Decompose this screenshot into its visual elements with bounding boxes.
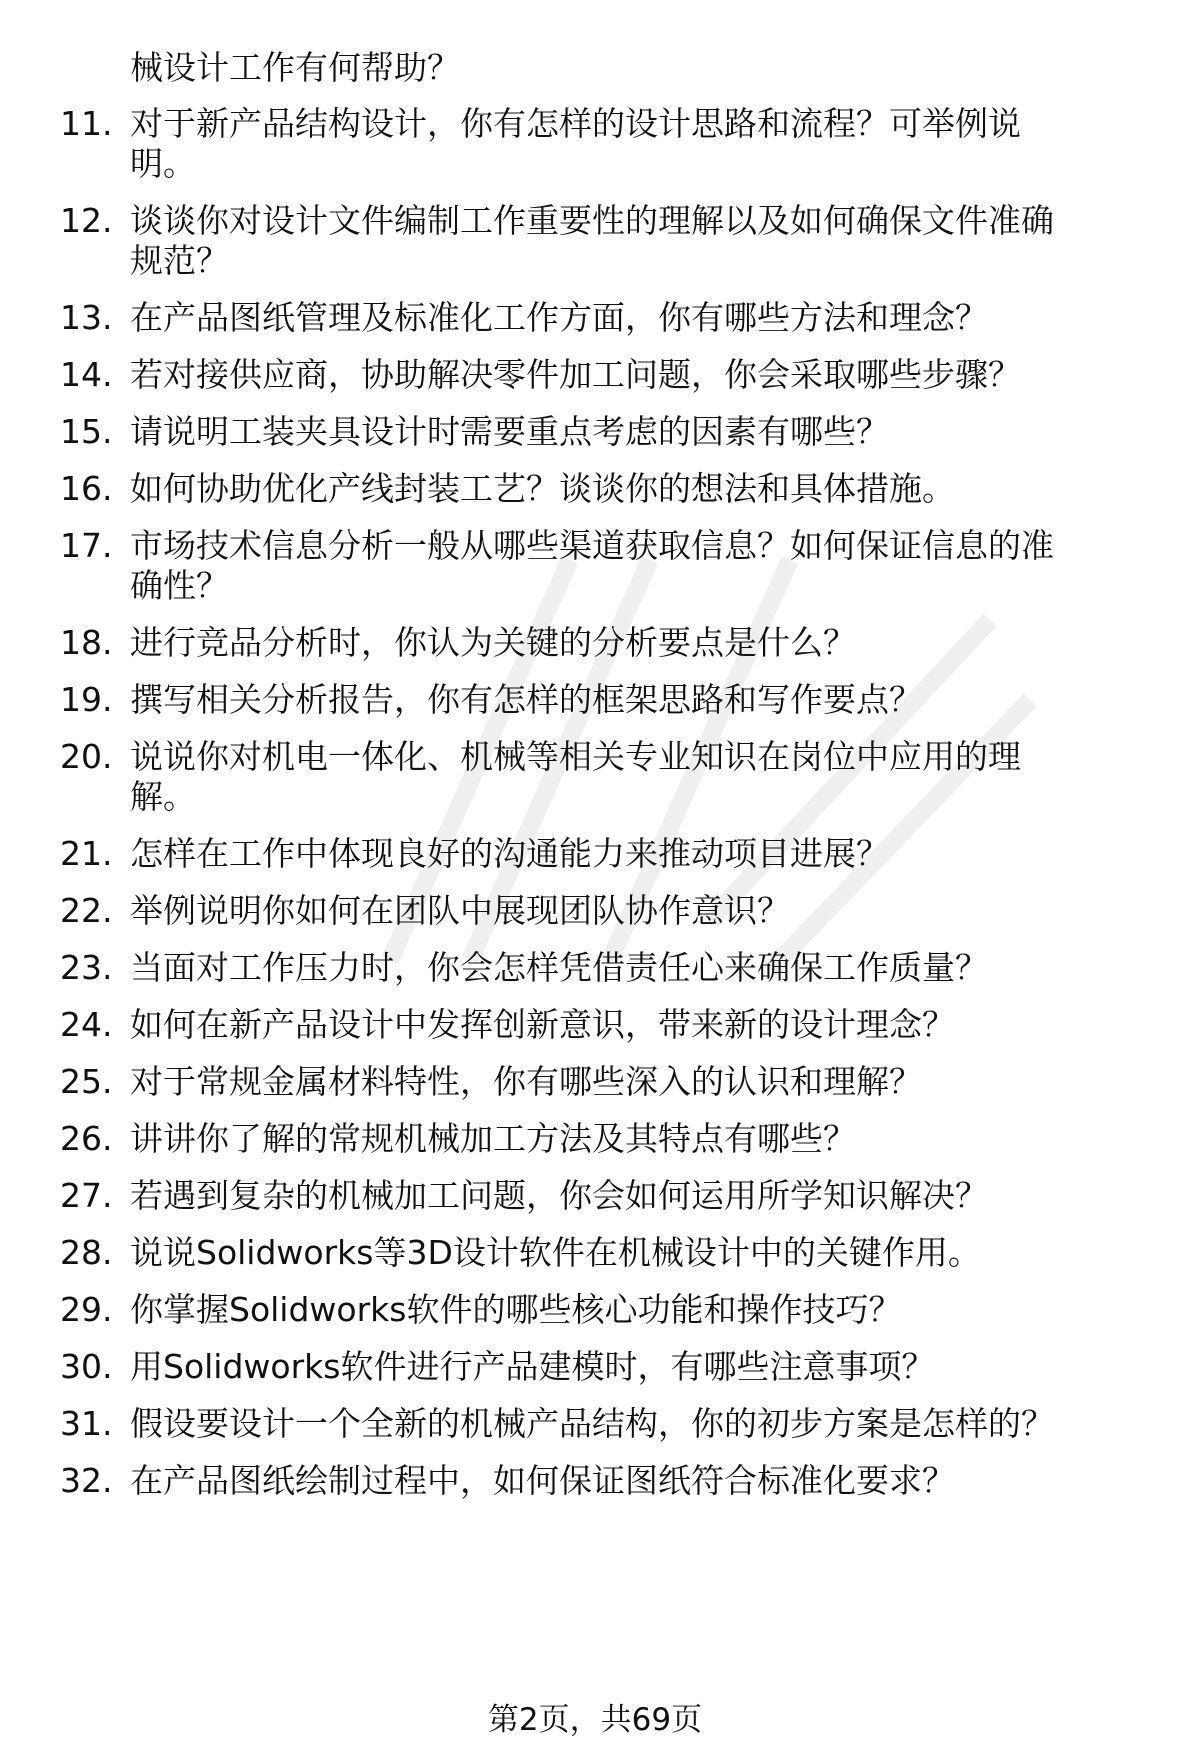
question-text-line: 用Solidworks软件进行产品建模时，有哪些注意事项？	[130, 1347, 935, 1386]
question-text	[130, 104, 1160, 184]
question-number: 26.	[60, 1119, 113, 1158]
question-number: 25.	[60, 1062, 113, 1101]
question-number: 22.	[60, 891, 113, 930]
question-text-line: 明。	[130, 144, 196, 183]
question-text-line: 说说你对机电一体化、机械等相关专业知识在岗位中应用的理	[130, 737, 1021, 776]
question-number: 28.	[60, 1233, 113, 1272]
question-number: 13.	[60, 298, 113, 337]
question-number: 11.	[60, 104, 113, 143]
question-number: 27.	[60, 1176, 113, 1215]
question-text-line: 在产品图纸管理及标准化工作方面，你有哪些方法和理念？	[130, 298, 988, 337]
question-number: 16.	[60, 469, 113, 508]
question-number: 19.	[60, 680, 113, 719]
question-number: 21.	[60, 834, 113, 873]
question-number: 20.	[60, 737, 113, 776]
question-number: 23.	[60, 948, 113, 987]
page-footer: 第2页，共69页	[487, 1702, 703, 1738]
question-text-line: 若对接供应商，协助解决零件加工问题，你会采取哪些步骤？	[130, 355, 1021, 394]
question-text-line: 请说明工装夹具设计时需要重点考虑的因素有哪些？	[130, 412, 889, 451]
question-number: 32.	[60, 1461, 113, 1500]
question-text	[130, 1461, 1160, 1501]
question-text-line: 谈谈你对设计文件编制工作重要性的理解以及如何确保文件准确	[130, 201, 1054, 240]
question-text	[130, 526, 1160, 606]
question-text	[130, 201, 1160, 281]
question-text-line: 对于新产品结构设计，你有怎样的设计思路和流程？可举例说	[130, 104, 1021, 143]
question-text	[130, 680, 1160, 720]
question-text-line: 市场技术信息分析一般从哪些渠道获取信息？如何保证信息的准	[130, 526, 1054, 565]
question-text-line: 若遇到复杂的机械加工问题，你会如何运用所学知识解决？	[130, 1176, 988, 1215]
question-text	[130, 737, 1160, 817]
question-text	[130, 834, 1160, 874]
question-text-line: 解。	[130, 777, 196, 816]
question-text-line: 对于常规金属材料特性，你有哪些深入的认识和理解？	[130, 1062, 922, 1101]
question-text	[130, 1404, 1160, 1444]
question-text-line: 怎样在工作中体现良好的沟通能力来推动项目进展？	[130, 834, 889, 873]
question-number: 18.	[60, 623, 113, 662]
question-number: 24.	[60, 1005, 113, 1044]
question-number: 15.	[60, 412, 113, 451]
question-text-line: 讲讲你了解的常规机械加工方法及其特点有哪些？	[130, 1119, 856, 1158]
question-number: 17.	[60, 526, 113, 565]
question-text	[130, 948, 1160, 988]
question-text-line: 你掌握Solidworks软件的哪些核心功能和操作技巧？	[130, 1290, 902, 1329]
question-text-line: 在产品图纸绘制过程中，如何保证图纸符合标准化要求？	[130, 1461, 955, 1500]
question-text	[130, 1005, 1160, 1045]
question-text-line: 假设要设计一个全新的机械产品结构，你的初步方案是怎样的？	[130, 1404, 1054, 1443]
question-text-line: 进行竞品分析时，你认为关键的分析要点是什么？	[130, 623, 856, 662]
question-number: 29.	[60, 1290, 113, 1329]
question-text	[130, 1062, 1160, 1102]
question-text	[130, 355, 1160, 395]
question-text	[130, 891, 1160, 931]
question-text-line: 撰写相关分析报告，你有怎样的框架思路和写作要点？	[130, 680, 922, 719]
question-text-line: 如何在新产品设计中发挥创新意识，带来新的设计理念？	[130, 1005, 955, 1044]
continued-question-text: 械设计工作有何帮助？	[130, 48, 460, 87]
question-text-line: 规范？	[130, 241, 229, 280]
question-text	[130, 298, 1160, 338]
question-number: 12.	[60, 201, 113, 240]
question-text-line: 确性？	[130, 566, 229, 605]
question-text-line: 当面对工作压力时，你会怎样凭借责任心来确保工作质量？	[130, 948, 988, 987]
question-text-line: 说说Solidworks等3D设计软件在机械设计中的关键作用。	[130, 1233, 981, 1272]
question-text	[130, 1347, 1160, 1387]
question-number: 31.	[60, 1404, 113, 1443]
question-text	[130, 412, 1160, 452]
question-text	[130, 623, 1160, 663]
question-number: 30.	[60, 1347, 113, 1386]
question-text	[130, 1290, 1160, 1330]
question-text	[130, 469, 1160, 509]
question-text-line: 如何协助优化产线封装工艺？谈谈你的想法和具体措施。	[130, 469, 955, 508]
question-text	[130, 1176, 1160, 1216]
question-text-line: 举例说明你如何在团队中展现团队协作意识？	[130, 891, 790, 930]
question-text	[130, 1119, 1160, 1159]
question-number: 14.	[60, 355, 113, 394]
question-text	[130, 1233, 1160, 1273]
